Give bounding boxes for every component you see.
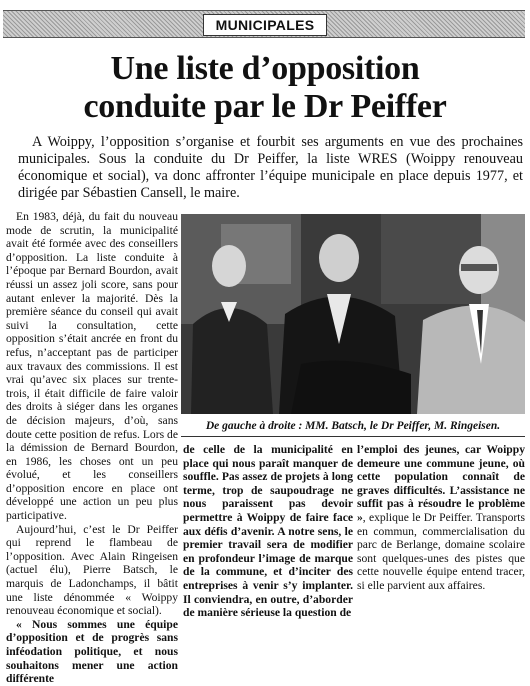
photo-caption: De gauche à droite : MM. Batsch, le Dr Peiffer, M. Ringeisen. bbox=[205, 420, 501, 432]
right-column-bold-quote: l’emploi des jeunes, car Woippy demeure une commune jeune, où cette population connaît de graves difficultés. L’assistance ne suffit pas à résoudre le problème » bbox=[357, 443, 525, 524]
headline bbox=[0, 50, 530, 126]
left-paragraph-1: En 1983, déjà, du fait du nouveau mode de scrutin, la municipalité avait été formée avec des conseillers d’opposition. La liste conduite à l’époque par Bernard Bourdon, avait réussi un assez joli score, sans pour autant enlever la majorité. Dès la première séance du conseil qui avait suivi la consultation, cette opposition s’était ancrée en front du refus, n’acceptant pas de participer aux travaux des commissions. Il est vrai qu’avec six places sur trente-trois, il était difficile de faire valoir des droits à siéger dans les organes de décision majeurs, d’où, sans doute cette position de refus. Lors de la démission de Bernard Bourdon, en 1986, les choses ont un peu évolué, et les conseillers d’opposition encore en place ont développé une action un peu plus participative. bbox=[6, 210, 178, 523]
caption-rule bbox=[181, 436, 525, 437]
right-column bbox=[357, 443, 525, 593]
left-paragraph-2: Aujourd’hui, c’est le Dr Peiffer qui reprend le flambeau de l’opposition. Avec Alain Ringeisen (actuel élu), Pierre Batsch, le marquis de Ladonchamps, il bâtit une liste dénommée « Woippy renouveau économique et social). bbox=[6, 522, 178, 618]
headline-line-2: conduite par le Dr Peiffer bbox=[83, 88, 447, 125]
left-column bbox=[6, 210, 178, 686]
middle-column: de celle de la municipalité en place qui nous paraît manquer de souffle. Pas assez de projets à long terme, trop de saupoudrage ne nous paraissent pas devoir permettre à Woippy de faire face aux défis d’avenir. A notre sens, le premier travail sera de modifier en profondeur l’image de marque de la commune, et d’inciter des entreprises à venir s’y implanter. Il conviendra, en outre, d’aborder de manière sérieuse la question de bbox=[183, 443, 353, 620]
photo-illustration bbox=[181, 214, 525, 414]
group-photo bbox=[181, 214, 525, 414]
section-kicker: MUNICIPALES bbox=[203, 14, 327, 36]
kicker-band bbox=[3, 10, 525, 38]
right-column-text: , explique le Dr Peiffer. Transports en commun, commercialisation du parc de Berlange, domaine scolaire sont quelques-unes des pistes que cette nouvelle équipe entend tracer, si elle parvient aux affaires. bbox=[357, 510, 525, 592]
headline-line-1: Une liste d’opposition bbox=[110, 50, 420, 87]
left-paragraph-3: « Nous sommes une équipe d’opposition et de progrès sans inféodation politique, et nous souhaitons mener une action différente bbox=[6, 617, 178, 686]
lead-paragraph: A Woippy, l’opposition s’organise et fourbit ses arguments en vue des prochaines municipales. Sous la conduite du Dr Peiffer, la liste WRES (Woippy renouveau économique et social), va donc affronter l’équipe municipale en place depuis 1977, et dirigée par Sébastien Cansell, le maire. bbox=[18, 134, 523, 201]
